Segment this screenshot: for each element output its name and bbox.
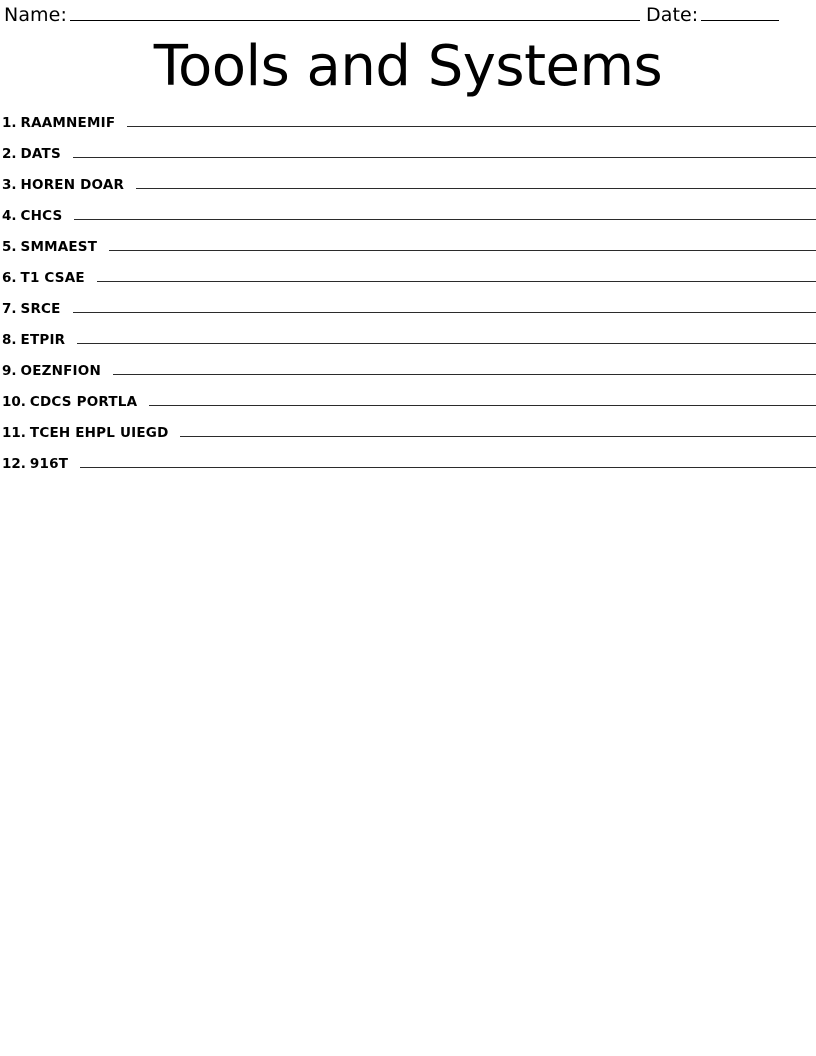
scrambled-word: HOREN DOAR <box>20 176 125 193</box>
scrambled-word: CDCS PORTLA <box>29 393 138 410</box>
date-label: Date: <box>645 4 699 26</box>
answer-line[interactable] <box>113 363 816 375</box>
answer-line[interactable] <box>73 146 816 158</box>
item-number: 6. <box>2 269 17 286</box>
answer-line[interactable] <box>109 239 816 251</box>
scrambled-word: DATS <box>20 145 61 162</box>
answer-line[interactable] <box>77 332 816 344</box>
item-number: 9. <box>2 362 17 379</box>
answer-line[interactable] <box>74 208 816 220</box>
item-number: 4. <box>2 207 17 224</box>
page-title: Tools and Systems <box>153 34 663 99</box>
list-item <box>0 146 816 177</box>
answer-line[interactable] <box>127 115 816 127</box>
list-item <box>0 394 816 425</box>
answer-line[interactable] <box>80 456 816 468</box>
answer-line[interactable] <box>97 270 816 282</box>
scrambled-word-list <box>0 115 816 487</box>
list-item <box>0 270 816 301</box>
scrambled-word: SRCE <box>20 300 61 317</box>
name-label: Name: <box>4 4 67 26</box>
item-number: 11. <box>2 424 26 441</box>
scrambled-word: 916T <box>29 455 69 472</box>
name-input-line[interactable] <box>70 6 640 21</box>
answer-line[interactable] <box>136 177 816 189</box>
item-number: 1. <box>2 114 17 131</box>
list-item <box>0 177 816 208</box>
item-number: 7. <box>2 300 17 317</box>
item-number: 10. <box>2 393 26 410</box>
answer-line[interactable] <box>149 394 816 406</box>
scrambled-word: SMMAEST <box>20 238 98 255</box>
item-number: 8. <box>2 331 17 348</box>
item-number: 5. <box>2 238 17 255</box>
list-item <box>0 332 816 363</box>
scrambled-word: CHCS <box>20 207 63 224</box>
list-item <box>0 425 816 456</box>
list-item <box>0 115 816 146</box>
item-number: 12. <box>2 455 26 472</box>
date-input-line[interactable] <box>701 6 779 21</box>
list-item <box>0 301 816 332</box>
list-item <box>0 208 816 239</box>
scrambled-word: T1 CSAE <box>20 269 85 286</box>
list-item <box>0 363 816 394</box>
item-number: 2. <box>2 145 17 162</box>
scrambled-word: ETPIR <box>20 331 66 348</box>
scrambled-word: OEZNFION <box>20 362 101 379</box>
answer-line[interactable] <box>73 301 816 313</box>
list-item <box>0 239 816 270</box>
list-item <box>0 456 816 487</box>
scrambled-word: RAAMNEMIF <box>20 114 116 131</box>
answer-line[interactable] <box>180 425 816 437</box>
scrambled-word: TCEH EHPL UIEGD <box>29 424 169 441</box>
item-number: 3. <box>2 176 17 193</box>
header <box>0 0 816 26</box>
